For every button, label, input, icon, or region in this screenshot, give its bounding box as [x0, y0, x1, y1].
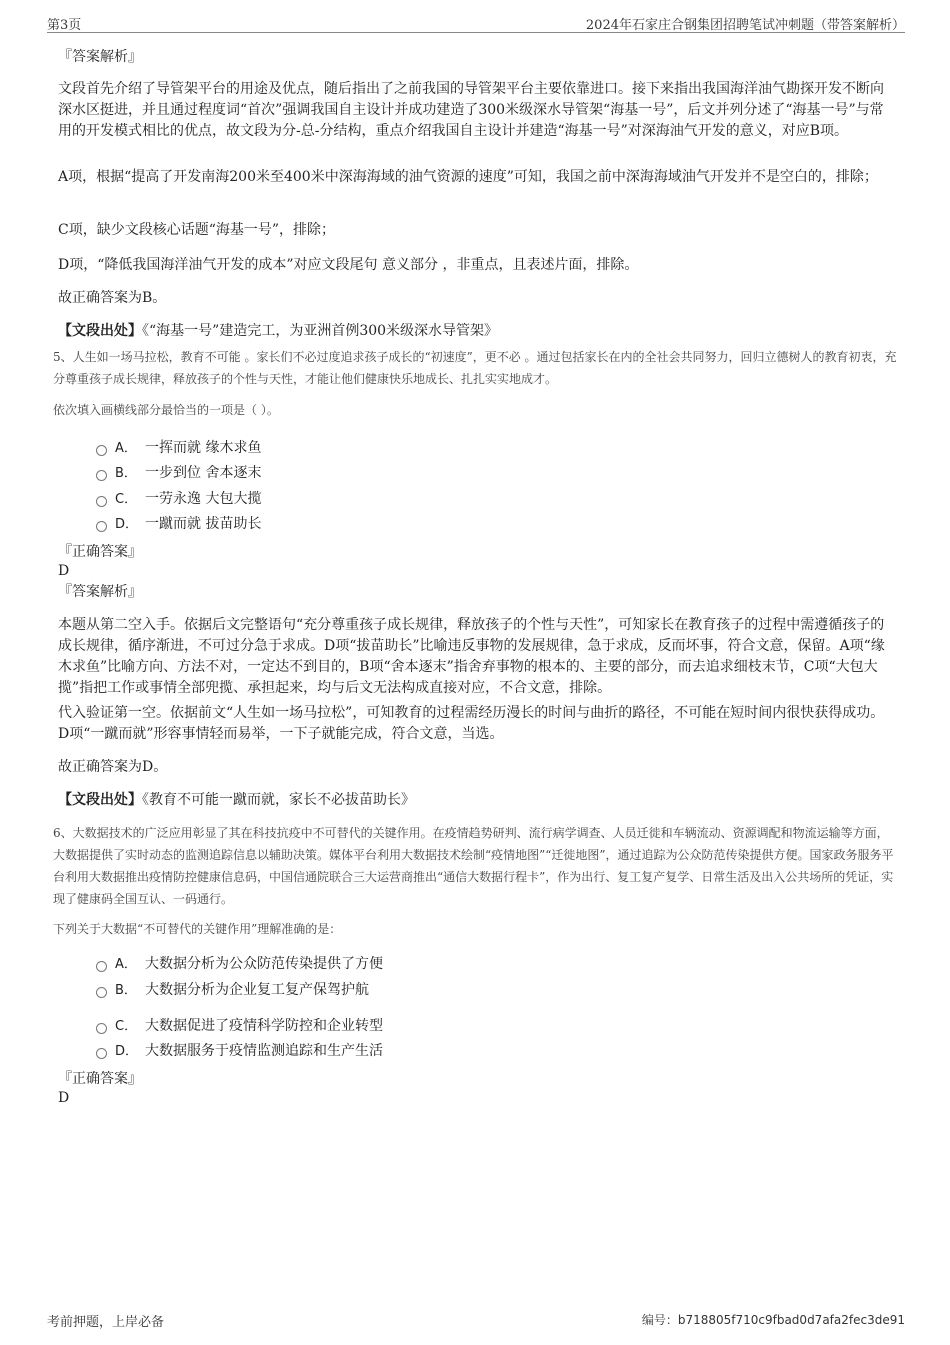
- analysis-paragraph: 本题从第二空入手。依据后文完整语句“充分尊重孩子成长规律，释放孩子的个性与天性”，可知家长在教育孩子的过程中需遵循孩子的成长规律，循序渐进，不可过分急于求成。D项“拔苗助长”比喻违反事物的发展规律，急于求成，反而坏事，符合文意，保留。A项“缘木求鱼”比喻方向、方法不对，一定达不到目的，B项“舍本逐末”指舍弃事物的根本的、主要的部分，而去追求细枝末节，C项“大包大揽”指把工作或事情全部兜揽、承担起来，均与后文无法构成直接对应，不合文意，排除。: [58, 617, 885, 696]
- answer-tag: 『正确答案』: [58, 544, 142, 560]
- conclusion: 故正确答案为B。: [58, 290, 167, 306]
- document-title: 2024年石家庄合钢集团招聘笔试冲刺题（带答案解析）: [585, 18, 905, 33]
- question-6-prompt: 下列关于大数据“不可替代的关键作用”理解准确的是：: [53, 922, 342, 936]
- q5-option-c[interactable]: C． 一劳永逸 大包大揽: [96, 489, 261, 509]
- question-6-stem: 6、大数据技术的广泛应用彰显了其在科技抗疫中不可替代的关键作用。在疫情趋势研判、流行病学调查、人员迁徙和车辆流动、资源调配和物流运输等方面，大数据提供了实时动态的监测追踪信息以辅助决策。媒体平台利用大数据技术绘制“疫情地图”“迁徙地图”，通过追踪为公众防范传染提供方便。国家政务服务平台利用大数据推出疫情防控健康信息码，中国信通院联合三大运营商推出“通信大数据行程卡”，作为出行、复工复产复学、日常生活及出入公共场所的凭证，实现了健康码全国互认、一码通行。: [53, 826, 894, 906]
- source-label: 【文段出处】: [58, 323, 142, 339]
- q6-option-b[interactable]: B． 大数据分析为企业复工复产保驾护航: [96, 980, 369, 1000]
- document-code: 编号：b718805f710c9fbad0d7afa2fec3de91: [641, 1313, 905, 1327]
- page-number: 第3页: [47, 18, 82, 33]
- q6-option-a[interactable]: A． 大数据分析为公众防范传染提供了方便: [96, 954, 383, 974]
- option-c-note: C项，缺少文段核心话题“海基一号”，排除；: [58, 222, 336, 238]
- answer-value: D: [58, 563, 70, 579]
- source-citation: [58, 321, 498, 341]
- analysis-paragraph: 文段首先介绍了导管架平台的用途及优点，随后指出了之前我国的导管架平台主要依靠进口。接下来指出我国海洋油气勘探开发不断向深水区挺进，并且通过程度词“首次”强调我国自主设计并成功建造了300米级深水导管架“海基一号”，后文并列分述了“海基一号”与常用的开发模式相比的优点，故文段为分-总-分结构，重点介绍我国自主设计并建造“海基一号”对深海油气开发的意义，对应B项。: [58, 81, 884, 139]
- analysis-tag: 『答案解析』: [58, 584, 142, 600]
- q5-option-d[interactable]: D． 一蹴而就 拔苗助长: [96, 514, 261, 534]
- source-label: 【文段出处】: [58, 792, 142, 808]
- radio-icon[interactable]: [96, 1023, 107, 1034]
- analysis-paragraph: 代入验证第一空。依据前文“人生如一场马拉松”，可知教育的过程需经历漫长的时间与曲折的路径，不可能在短时间内很快获得成功。D项“一蹴而就”形容事情轻而易举，一下子就能完成，符合文意，当选。: [58, 705, 885, 742]
- option-d-note: D项，“降低我国海洋油气开发的成本”对应文段尾句 意义部分 ，非重点，且表述片面，排除。: [58, 257, 639, 273]
- source-citation: [58, 790, 415, 810]
- source-title: 《“海基一号”建造完工，为亚洲首例300米级深水导管架》: [142, 323, 499, 339]
- question-5-prompt: 依次填入画横线部分最恰当的一项是（ ）。: [53, 403, 279, 417]
- page-header: [47, 10, 905, 33]
- question-5-stem: 5、人生如一场马拉松，教育不可能 。家长们不必过度追求孩子成长的“初速度”，更不必 。通过包括家长在内的全社会共同努力，回归立德树人的教育初衷，充分尊重孩子成长规律，释放孩子的个性与天性，才能让他们健康快乐地成长、扎扎实实地成才。: [53, 350, 897, 386]
- radio-icon[interactable]: [96, 496, 107, 507]
- source-title: 《教育不可能一蹴而就，家长不必拔苗助长》: [142, 792, 415, 808]
- q6-option-d[interactable]: D． 大数据服务于疫情监测追踪和生产生活: [96, 1041, 383, 1061]
- radio-icon[interactable]: [96, 961, 107, 972]
- answer-tag: 『正确答案』: [58, 1071, 142, 1087]
- radio-icon[interactable]: [96, 445, 107, 456]
- q5-option-b[interactable]: B． 一步到位 舍本逐末: [96, 463, 261, 483]
- answer-value: D: [58, 1090, 70, 1106]
- analysis-tag: 『答案解析』: [58, 49, 142, 65]
- footer-slogan: 考前押题，上岸必备: [47, 1315, 165, 1330]
- option-a-note: A项，根据“提高了开发南海200米至400米中深海海域的油气资源的速度”可知，我国之前中深海海域油气开发并不是空白的，排除；: [58, 169, 878, 185]
- radio-icon[interactable]: [96, 1048, 107, 1059]
- q6-option-c[interactable]: C． 大数据促进了疫情科学防控和企业转型: [96, 1016, 383, 1036]
- radio-icon[interactable]: [96, 470, 107, 481]
- conclusion: 故正确答案为D。: [58, 759, 168, 775]
- q5-option-a[interactable]: A． 一挥而就 缘木求鱼: [96, 438, 261, 458]
- radio-icon[interactable]: [96, 521, 107, 532]
- radio-icon[interactable]: [96, 987, 107, 998]
